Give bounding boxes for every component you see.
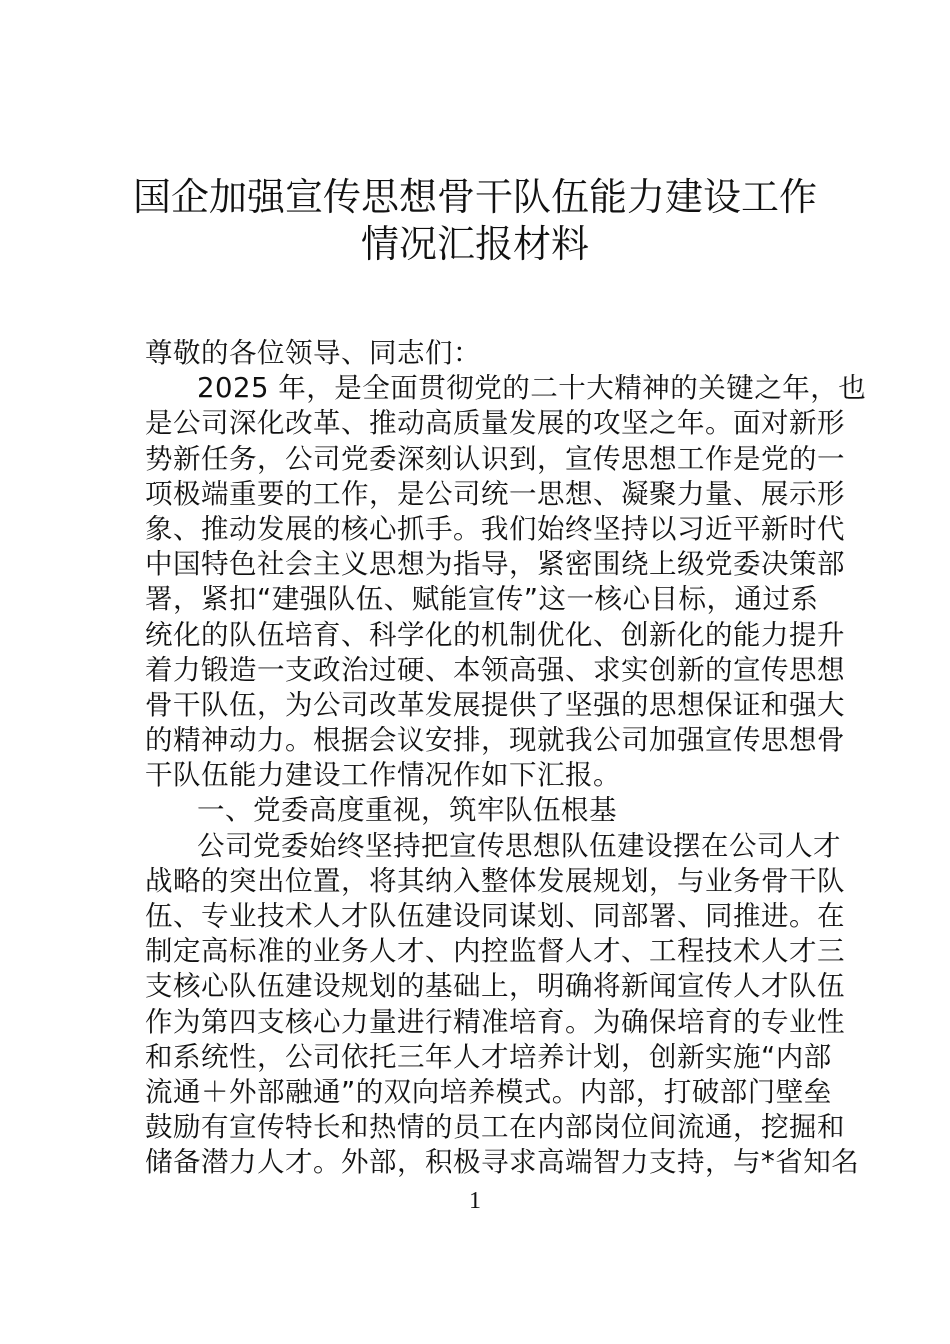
paragraph-line: 伍、专业技术人才队伍建设同谋划、同部署、同推进。在 (145, 900, 845, 932)
salutation: 尊敬的各位领导、同志们： (145, 337, 481, 369)
paragraph-line: 是公司深化改革、推动高质量发展的攻坚之年。面对新形 (145, 407, 845, 440)
paragraph-line: 统化的队伍培育、科学化的机制优化、创新化的能力提升 (145, 618, 845, 651)
paragraph-line: 干队伍能力建设工作情况作如下汇报。 (145, 759, 621, 792)
paragraph-line: 公司党委始终坚持把宣传思想队伍建设摆在公司人才 (197, 829, 841, 862)
section-heading: 一、党委高度重视，筑牢队伍根基 (197, 794, 617, 827)
paragraph-line: 骨干队伍，为公司改革发展提供了坚强的思想保证和强大 (145, 688, 845, 721)
paragraph-line: 势新任务，公司党委深刻认识到，宣传思想工作是党的一 (145, 442, 845, 475)
document-body (145, 336, 867, 1181)
paragraph-line: 鼓励有宣传特长和热情的员工在内部岗位间流通，挖掘和 (145, 1111, 845, 1144)
paragraph-line: 2025 年，是全面贯彻党的二十大精神的关键之年，也 (197, 372, 867, 405)
paragraph-line: 制定高标准的业务人才、内控监督人才、工程技术人才三 (145, 935, 845, 968)
paragraph-line: 中国特色社会主义思想为指导，紧密围绕上级党委决策部 (145, 548, 845, 581)
paragraph-line: 支核心队伍建设规划的基础上，明确将新闻宣传人才队伍 (145, 970, 845, 1003)
paragraph-line: 署，紧扣“建强队伍、赋能宣传”这一核心目标，通过系 (145, 583, 819, 616)
paragraph-line: 作为第四支核心力量进行精准培育。为确保培育的专业性 (145, 1005, 845, 1038)
paragraph-line: 战略的突出位置，将其纳入整体发展规划，与业务骨干队 (145, 864, 845, 897)
paragraph-line: 流通＋外部融通”的双向培养模式。内部，打破部门壁垒 (145, 1075, 832, 1108)
paragraph-line: 储备潜力人才。外部，积极寻求高端智力支持，与*省知名 (145, 1146, 860, 1179)
paragraph-line: 着力锻造一支政治过硬、本领高强、求实创新的宣传思想 (145, 653, 845, 686)
page-number: 1 (469, 1188, 481, 1214)
paragraph-line: 和系统性，公司依托三年人才培养计划，创新实施“内部 (145, 1040, 832, 1073)
paragraph-line: 的精神动力。根据会议安排，现就我公司加强宣传思想骨 (145, 724, 845, 757)
paragraph-line: 项极端重要的工作，是公司统一思想、凝聚力量、展示形 (145, 477, 845, 510)
paragraph-line: 象、推动发展的核心抓手。我们始终坚持以习近平新时代 (145, 512, 845, 545)
document-title-line-1: 国企加强宣传思想骨干队伍能力建设工作 (132, 175, 817, 219)
document-title-line-2: 情况汇报材料 (360, 222, 589, 266)
